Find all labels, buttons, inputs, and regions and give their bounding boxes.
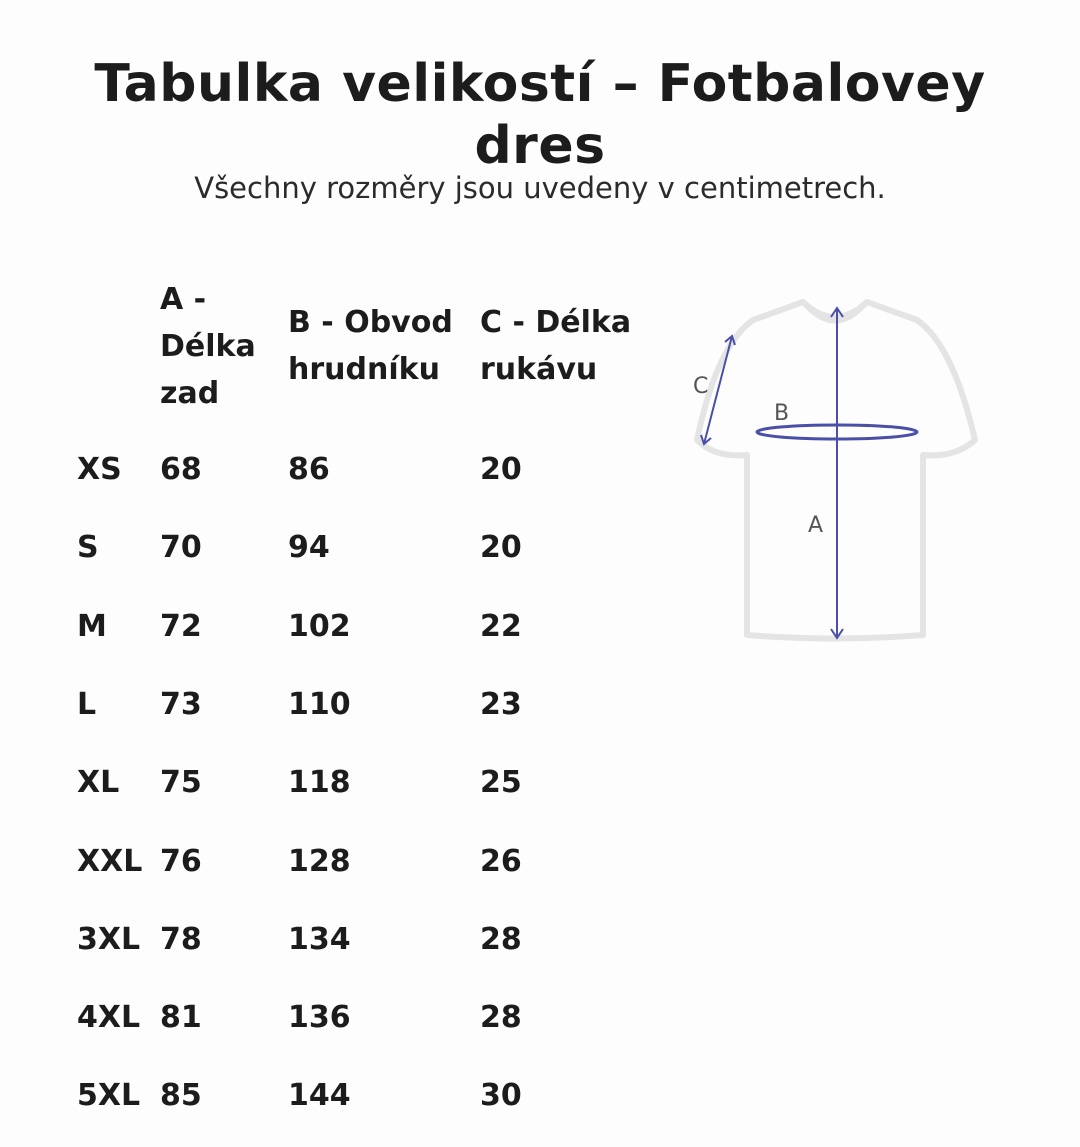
cell-chest: 136 [288, 1000, 351, 1036]
cell-sleeve: 20 [480, 452, 522, 487]
cell-back-length: 85 [160, 1078, 202, 1114]
cell-size: S [77, 530, 99, 566]
cell-back-length: 81 [160, 1000, 202, 1036]
cell-back-length: 78 [160, 921, 202, 957]
cell-chest: 134 [288, 921, 351, 957]
label-a: A [808, 513, 824, 538]
cell-sleeve: 26 [480, 843, 522, 879]
cell-chest: 94 [288, 530, 330, 566]
cell-size: 4XL [77, 1000, 141, 1036]
cell-sleeve: 20 [480, 530, 522, 566]
title-line-2: dres [474, 115, 606, 176]
cell-size: XL [77, 765, 120, 801]
cell-chest: 128 [288, 843, 351, 879]
header-back-length: A - Délka zad [160, 282, 256, 411]
cell-sleeve: 30 [480, 1078, 522, 1114]
cell-chest: 86 [288, 452, 330, 487]
title-line-1: Tabulka velikostí – Fotbalovey [94, 53, 986, 114]
cell-sleeve: 25 [480, 765, 522, 801]
cell-chest: 110 [288, 686, 351, 722]
cell-size: XS [77, 452, 122, 487]
header-chest-circumference: B - Obvod hrudníku [288, 305, 453, 387]
cell-chest: 118 [288, 765, 351, 801]
cell-size: XXL [77, 843, 143, 879]
cell-sleeve: 23 [480, 686, 522, 722]
cell-back-length: 68 [160, 452, 202, 487]
header-sleeve-length: C - Délka rukávu [480, 305, 632, 387]
cell-back-length: 73 [160, 686, 202, 722]
cell-size: 5XL [77, 1078, 141, 1114]
cell-back-length: 72 [160, 608, 202, 644]
cell-sleeve: 28 [480, 921, 522, 957]
cell-size: M [77, 608, 107, 644]
measure-a-line [831, 308, 843, 638]
cell-sleeve: 22 [480, 608, 522, 644]
cell-sleeve: 28 [480, 1000, 522, 1036]
cell-back-length: 75 [160, 765, 202, 801]
cell-size: L [77, 686, 97, 722]
jersey-diagram [685, 290, 985, 650]
cell-chest: 144 [288, 1078, 351, 1114]
cell-back-length: 76 [160, 843, 202, 879]
label-c: C [693, 374, 709, 399]
subtitle: Všechny rozměry jsou uvedeny v centimetrech. [194, 171, 886, 205]
cell-back-length: 70 [160, 530, 202, 566]
label-b: B [774, 401, 790, 426]
cell-chest: 102 [288, 608, 351, 644]
cell-size: 3XL [77, 921, 141, 957]
